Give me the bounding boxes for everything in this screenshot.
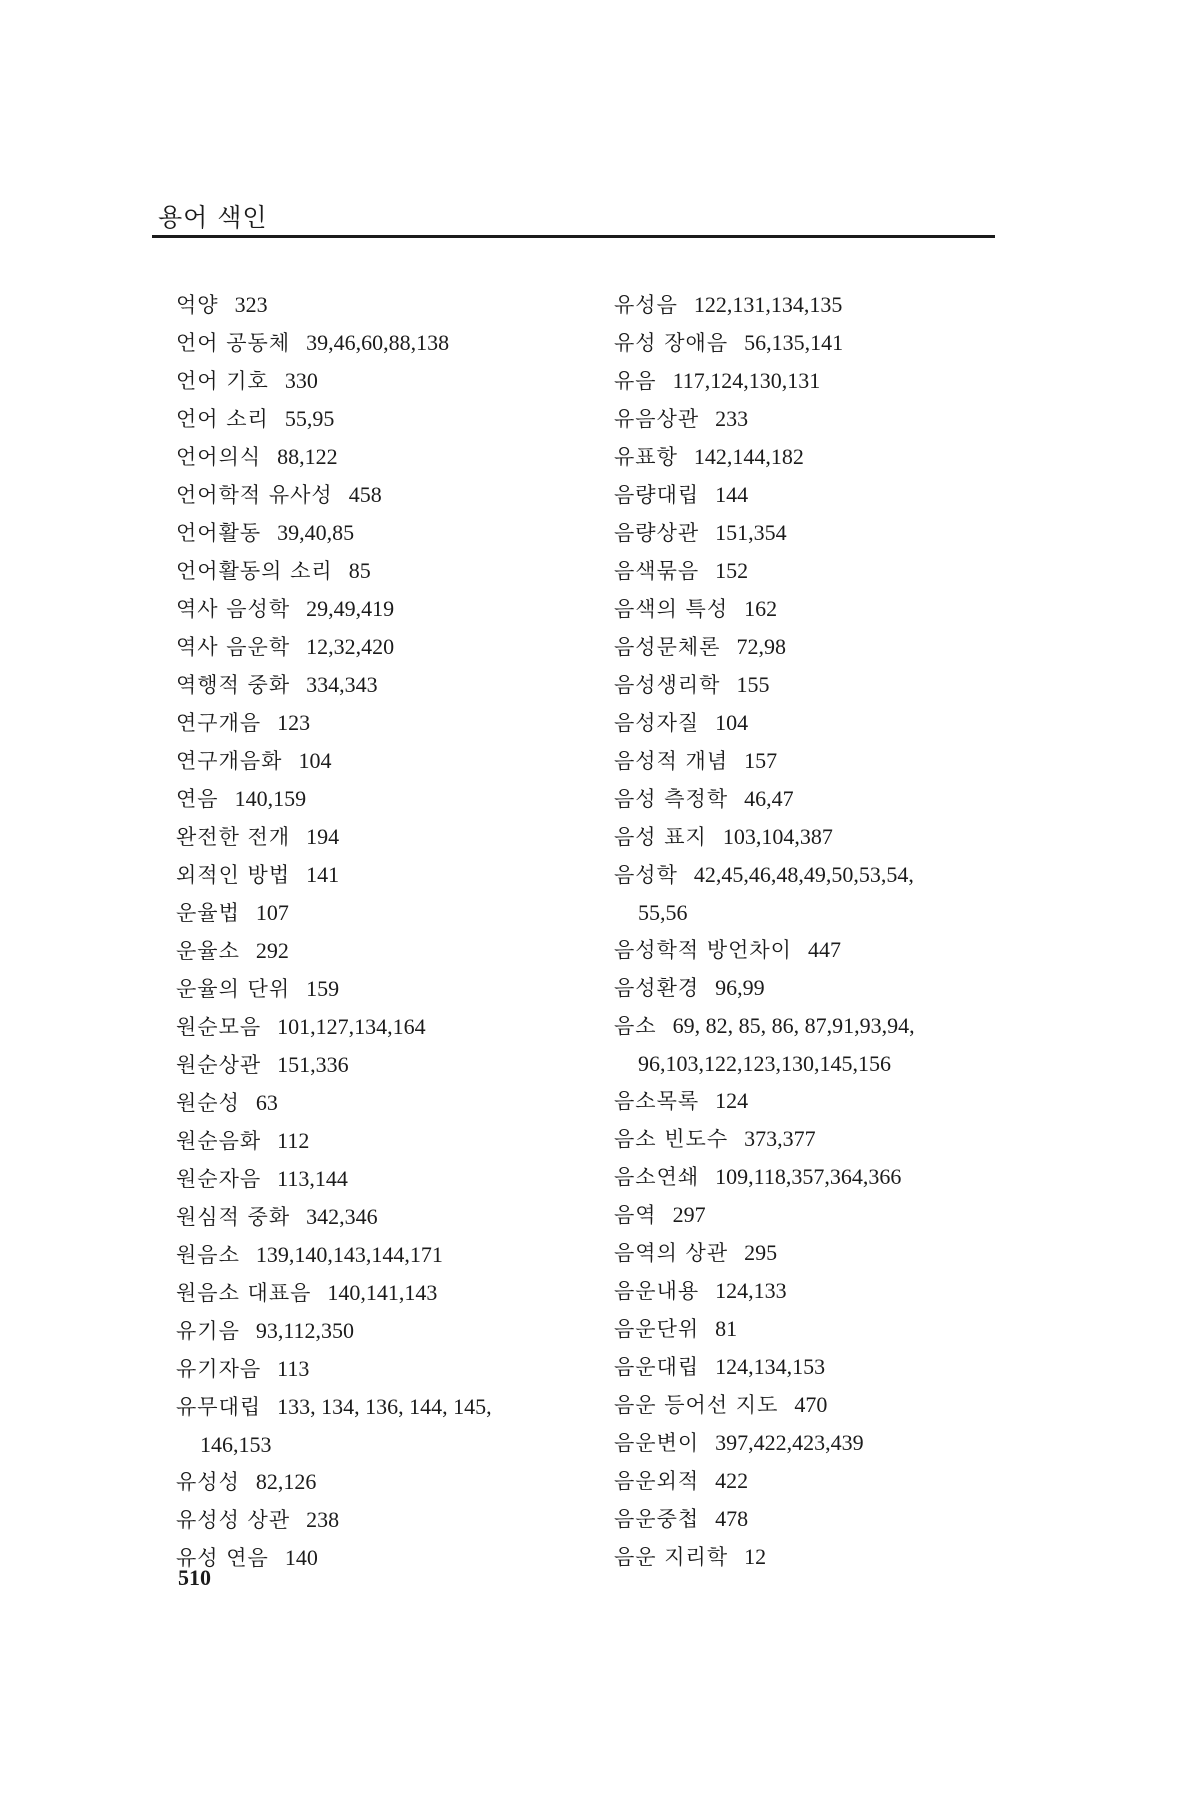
index-page-refs: 470 <box>794 1392 828 1417</box>
index-entry <box>614 514 1014 552</box>
index-term: 연구개음 <box>176 711 262 735</box>
index-term: 원순성 <box>176 1091 240 1115</box>
index-page-refs: 113,144 <box>277 1166 348 1191</box>
index-entry <box>614 476 1014 514</box>
index-page-refs: 81 <box>715 1316 738 1341</box>
index-term: 유성성 상관 <box>176 1508 291 1532</box>
index-entry <box>176 1388 596 1463</box>
index-term: 음운단위 <box>614 1317 700 1341</box>
index-term: 운율법 <box>176 901 240 925</box>
index-term: 음량상관 <box>614 521 700 545</box>
index-page-refs: 124 <box>715 1088 749 1113</box>
index-entry <box>176 476 596 514</box>
index-term: 언어활동 <box>176 521 262 545</box>
index-column-right <box>614 286 1014 1576</box>
index-term: 음소목록 <box>614 1089 700 1113</box>
index-page-refs: 397,422,423,439 <box>715 1430 864 1455</box>
index-term: 음운중첩 <box>614 1507 700 1531</box>
index-entry <box>614 780 1014 818</box>
index-entry <box>614 1348 1014 1386</box>
index-entry <box>614 1234 1014 1272</box>
index-page-refs: 142,144,182 <box>693 444 804 469</box>
index-entry <box>614 1462 1014 1500</box>
index-page-refs: 101,127,134,164 <box>277 1014 426 1039</box>
index-page-refs: 124,133 <box>715 1278 787 1303</box>
index-page-refs: 113 <box>277 1356 310 1381</box>
index-page-refs: 233 <box>715 406 749 431</box>
index-entry <box>176 1501 596 1539</box>
index-page-refs: 151,354 <box>715 520 787 545</box>
index-entry <box>614 552 1014 590</box>
index-entry <box>176 1122 596 1160</box>
index-term: 음성학 <box>614 863 678 887</box>
index-entry <box>614 704 1014 742</box>
index-page-refs: 194 <box>306 824 340 849</box>
index-entry <box>176 1160 596 1198</box>
index-entry <box>176 1046 596 1084</box>
index-term: 음성 측정학 <box>614 787 729 811</box>
index-entry <box>614 1158 1014 1196</box>
index-entry <box>176 1274 596 1312</box>
index-page-refs: 162 <box>744 596 778 621</box>
index-entry <box>176 1350 596 1388</box>
index-entry <box>176 704 596 742</box>
index-term: 음성환경 <box>614 976 700 1000</box>
index-page-refs: 295 <box>744 1240 778 1265</box>
index-entry <box>614 856 1014 931</box>
index-page-refs: 144 <box>715 482 749 507</box>
index-page-refs: 117,124,130,131 <box>672 368 821 393</box>
index-page-refs: 373,377 <box>744 1126 816 1151</box>
index-entry <box>614 1120 1014 1158</box>
index-term: 음소연쇄 <box>614 1165 700 1189</box>
index-entry <box>614 590 1014 628</box>
index-page-refs-continued: 146,153 <box>200 1432 272 1457</box>
index-page-refs: 29,49,419 <box>306 596 395 621</box>
index-page-refs: 55,95 <box>284 406 335 431</box>
index-entry <box>614 438 1014 476</box>
index-term: 음성자질 <box>614 711 700 735</box>
index-entry <box>176 856 596 894</box>
index-entry <box>614 1196 1014 1234</box>
index-entry <box>176 438 596 476</box>
index-term: 연구개음화 <box>176 749 283 773</box>
index-term: 음량대립 <box>614 483 700 507</box>
index-entry <box>614 742 1014 780</box>
index-entry <box>614 666 1014 704</box>
index-term: 유성 장애음 <box>614 331 729 355</box>
index-term: 완전한 전개 <box>176 825 291 849</box>
index-term: 음운외적 <box>614 1469 700 1493</box>
index-entry <box>176 362 596 400</box>
index-term: 음성 표지 <box>614 825 707 849</box>
index-term: 언어활동의 소리 <box>176 559 333 583</box>
index-page-refs: 103,104,387 <box>722 824 833 849</box>
index-page-refs: 82,126 <box>255 1469 317 1494</box>
index-entry <box>176 970 596 1008</box>
index-page-refs: 123 <box>277 710 311 735</box>
index-entry <box>176 1312 596 1350</box>
index-entry <box>176 1008 596 1046</box>
index-page-refs: 139,140,143,144,171 <box>255 1242 443 1267</box>
index-term: 언어 기호 <box>176 369 269 393</box>
index-entry <box>614 818 1014 856</box>
index-entry <box>176 780 596 818</box>
index-entry <box>614 1310 1014 1348</box>
index-entry <box>614 969 1014 1007</box>
index-page-refs: 478 <box>715 1506 749 1531</box>
index-page-refs: 133, 134, 136, 144, 145, <box>277 1394 492 1419</box>
index-term: 유성성 <box>176 1470 240 1494</box>
index-page-refs: 39,40,85 <box>277 520 355 545</box>
index-term: 유성 연음 <box>176 1546 269 1570</box>
index-page-refs: 323 <box>234 292 268 317</box>
index-term: 역행적 중화 <box>176 673 291 697</box>
index-entry <box>176 1236 596 1274</box>
index-term: 언어학적 유사성 <box>176 483 333 507</box>
index-page-refs: 12 <box>744 1544 767 1569</box>
index-page-refs: 140 <box>284 1545 318 1570</box>
index-term: 원순모음 <box>176 1015 262 1039</box>
index-entry <box>176 552 596 590</box>
index-term: 언어 공동체 <box>176 331 291 355</box>
index-entry <box>614 1538 1014 1576</box>
index-term: 연음 <box>176 787 219 811</box>
index-term: 언어의식 <box>176 445 262 469</box>
index-page-refs: 56,135,141 <box>744 330 844 355</box>
index-term: 원음소 대표음 <box>176 1281 312 1305</box>
index-page-refs: 96,99 <box>715 975 765 1000</box>
index-page-refs: 342,346 <box>306 1204 378 1229</box>
index-page-refs: 104 <box>298 748 332 773</box>
index-term: 원심적 중화 <box>176 1205 291 1229</box>
index-entry <box>176 514 596 552</box>
index-page-refs: 155 <box>736 672 770 697</box>
index-page-refs: 12,32,420 <box>306 634 395 659</box>
index-term: 운율의 단위 <box>176 977 291 1001</box>
index-entry <box>176 1463 596 1501</box>
index-page-refs: 330 <box>284 368 318 393</box>
index-column-left <box>176 286 596 1577</box>
index-page-refs: 107 <box>255 900 289 925</box>
index-entry <box>614 1272 1014 1310</box>
index-term: 음역 <box>614 1203 657 1227</box>
index-term: 외적인 방법 <box>176 863 291 887</box>
index-page-refs: 140,141,143 <box>327 1280 438 1305</box>
index-page-refs: 238 <box>306 1507 340 1532</box>
index-term: 유무대립 <box>176 1395 262 1419</box>
index-page-refs: 159 <box>306 976 340 1001</box>
index-entry <box>614 1082 1014 1120</box>
index-entry <box>176 932 596 970</box>
index-entry <box>176 628 596 666</box>
index-term: 역사 음운학 <box>176 635 291 659</box>
index-page-refs: 39,46,60,88,138 <box>306 330 450 355</box>
index-page-refs: 88,122 <box>277 444 338 469</box>
index-page-refs: 152 <box>715 558 749 583</box>
index-page-refs: 69, 82, 85, 86, 87,91,93,94, <box>672 1013 915 1038</box>
index-term: 유음상관 <box>614 407 700 431</box>
index-page-refs: 104 <box>715 710 749 735</box>
index-page-refs: 122,131,134,135 <box>693 292 843 317</box>
index-term: 언어 소리 <box>176 407 269 431</box>
index-term: 원순음화 <box>176 1129 262 1153</box>
index-page-refs: 151,336 <box>277 1052 349 1077</box>
index-page-refs: 109,118,357,364,366 <box>715 1164 902 1189</box>
index-term: 음소 빈도수 <box>614 1127 729 1151</box>
index-term: 음성적 개념 <box>614 749 729 773</box>
index-term: 음성학적 방언차이 <box>614 938 792 962</box>
index-entry <box>614 286 1014 324</box>
index-term: 원순자음 <box>176 1167 262 1191</box>
index-term: 음운대립 <box>614 1355 700 1379</box>
index-term: 음운내용 <box>614 1279 700 1303</box>
index-entry <box>176 1539 596 1577</box>
index-entry <box>176 1198 596 1236</box>
index-term: 음운 등어선 지도 <box>614 1393 779 1417</box>
index-entry <box>176 324 596 362</box>
index-term: 유표항 <box>614 445 678 469</box>
index-page-refs-continued: 96,103,122,123,130,145,156 <box>638 1051 891 1076</box>
index-page-refs: 292 <box>255 938 289 963</box>
index-page-refs: 124,134,153 <box>715 1354 826 1379</box>
index-page-refs: 46,47 <box>744 786 794 811</box>
index-term: 원순상관 <box>176 1053 262 1077</box>
index-entry <box>176 666 596 704</box>
index-term: 음운 지리학 <box>614 1545 729 1569</box>
index-page-refs: 157 <box>744 748 778 773</box>
index-entry <box>614 1007 1014 1082</box>
index-term: 음역의 상관 <box>614 1241 729 1265</box>
index-entry <box>614 1386 1014 1424</box>
index-term: 원음소 <box>176 1243 240 1267</box>
index-entry <box>614 1424 1014 1462</box>
index-page-refs: 334,343 <box>306 672 378 697</box>
index-term: 유기자음 <box>176 1357 262 1381</box>
index-entry <box>176 400 596 438</box>
index-entry <box>176 1084 596 1122</box>
index-term: 음성문체론 <box>614 635 721 659</box>
index-page-refs: 42,45,46,48,49,50,53,54, <box>693 862 914 887</box>
index-entry <box>614 931 1014 969</box>
index-page-refs: 63 <box>255 1090 278 1115</box>
index-page-refs: 140,159 <box>234 786 307 811</box>
header-rule <box>152 235 995 238</box>
index-term: 음색묶음 <box>614 559 700 583</box>
index-term: 운율소 <box>176 939 240 963</box>
index-term: 유성음 <box>614 293 678 317</box>
index-entry <box>614 628 1014 666</box>
index-entry <box>614 1500 1014 1538</box>
index-term: 음색의 특성 <box>614 597 729 621</box>
index-term: 유음 <box>614 369 657 393</box>
index-page-refs: 422 <box>715 1468 749 1493</box>
index-term: 음성생리학 <box>614 673 721 697</box>
index-entry <box>176 818 596 856</box>
index-entry <box>176 590 596 628</box>
page-header-title: 용어 색인 <box>158 203 268 232</box>
index-page-refs: 93,112,350 <box>255 1318 355 1343</box>
index-entry <box>176 894 596 932</box>
index-entry <box>614 324 1014 362</box>
index-entry <box>614 400 1014 438</box>
index-term: 유기음 <box>176 1319 240 1343</box>
index-term: 음소 <box>614 1014 657 1038</box>
index-page-refs: 447 <box>807 937 841 962</box>
index-page-refs: 458 <box>348 482 382 507</box>
index-term: 억양 <box>176 293 219 317</box>
index-page-refs: 112 <box>277 1128 310 1153</box>
index-page-refs: 297 <box>672 1202 706 1227</box>
index-entry <box>614 362 1014 400</box>
index-page-refs: 85 <box>348 558 371 583</box>
index-page-refs: 141 <box>306 862 340 887</box>
index-page-refs-continued: 55,56 <box>638 900 688 925</box>
index-page-refs: 72,98 <box>736 634 786 659</box>
page-number: 510 <box>178 1565 211 1590</box>
index-entry <box>176 286 596 324</box>
index-entry <box>176 742 596 780</box>
index-term: 역사 음성학 <box>176 597 291 621</box>
index-term: 음운변이 <box>614 1431 700 1455</box>
